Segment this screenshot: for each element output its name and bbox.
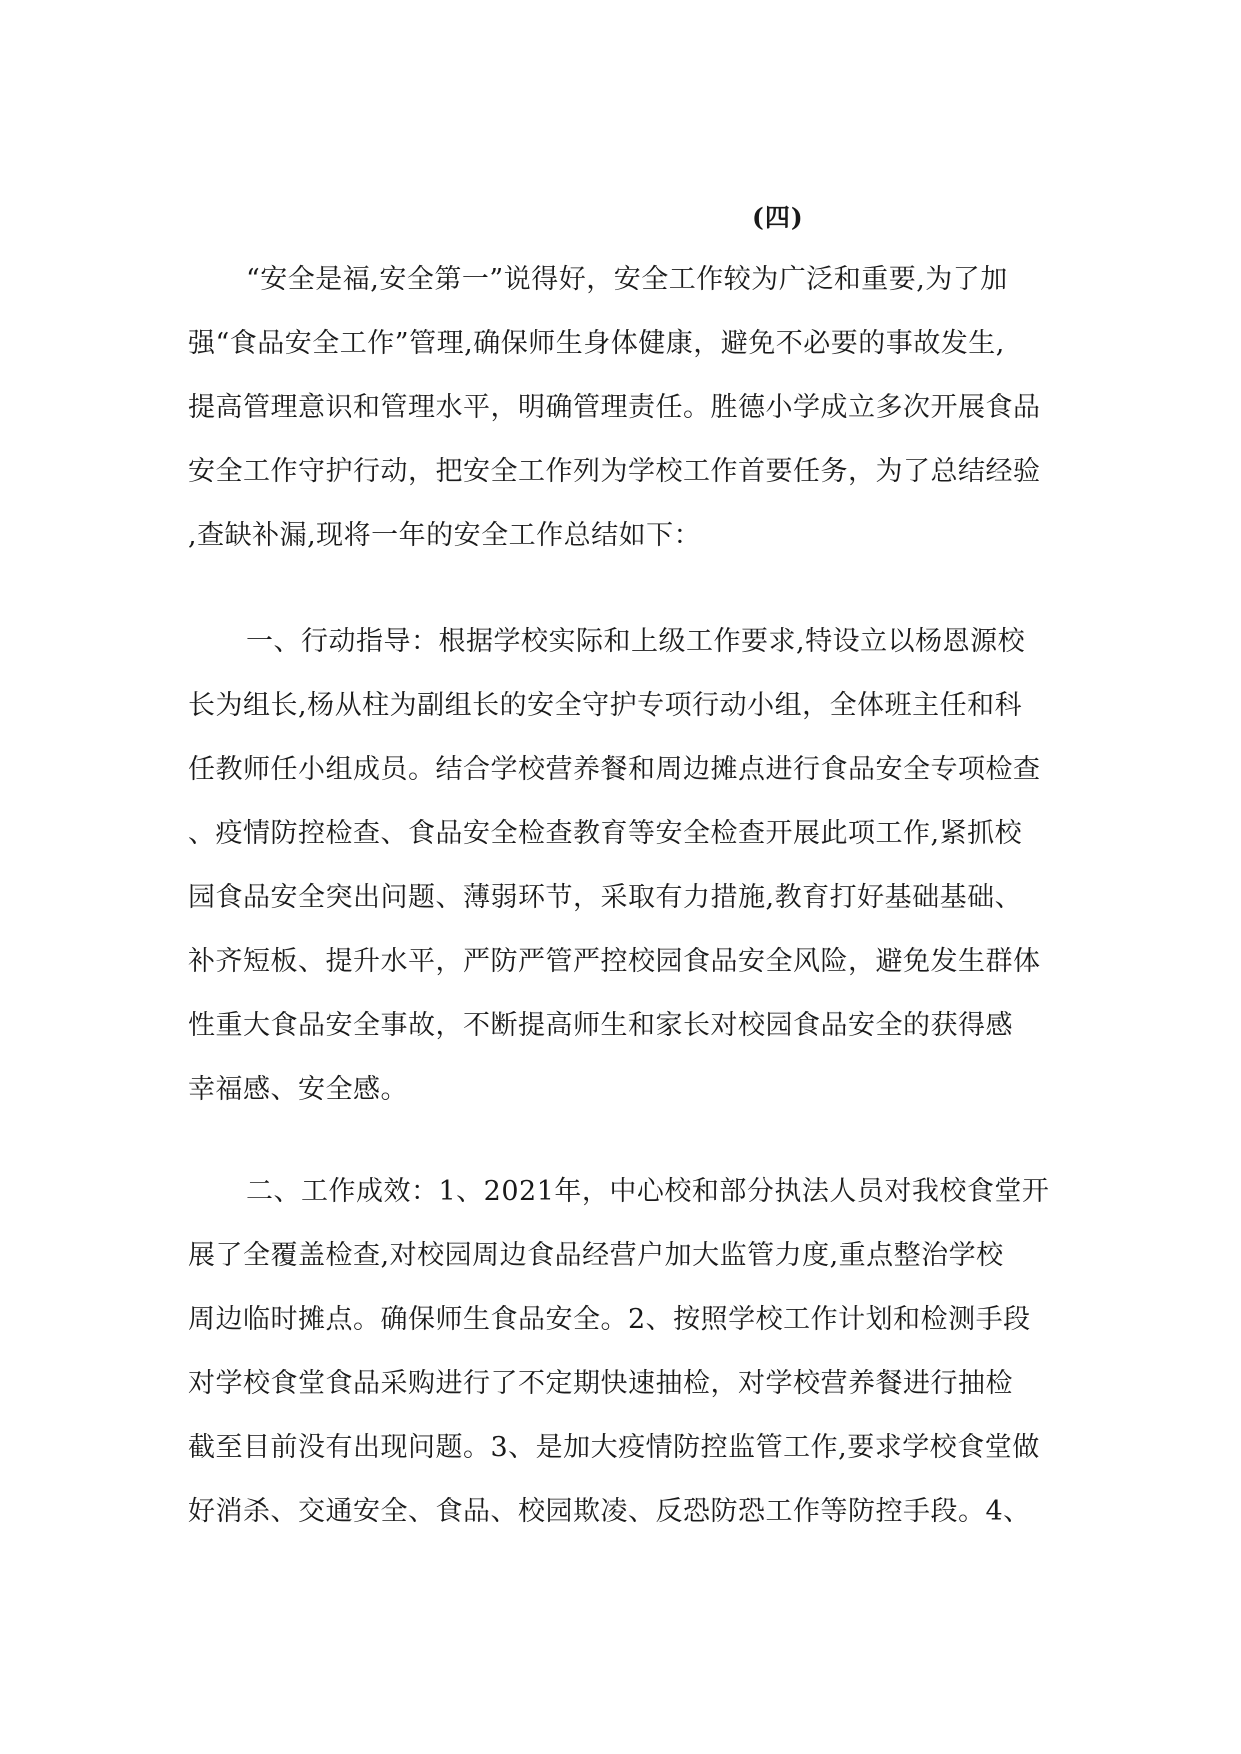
paragraph-line: “安全是福,安全第一”说得好，安全工作较为广泛和重要,为了加: [246, 264, 1008, 295]
paragraph-line: 园食品安全突出问题、薄弱环节，采取有力措施,教育打好基础基础、: [188, 882, 1023, 913]
paragraph-line: 长为组长,杨从柱为副组长的安全守护专项行动小组，全体班主任和科: [188, 690, 1023, 721]
paragraph-line: 一、行动指导：根据学校实际和上级工作要求,特设立以杨恩源校: [246, 626, 1026, 657]
paragraph-line: 展了全覆盖检查,对校园周边食品经营户加大监管力度,重点整治学校: [188, 1240, 1004, 1271]
paragraph-line: 提高管理意识和管理水平，明确管理责任。胜德小学成立多次开展食品: [188, 392, 1041, 423]
paragraph-line: 好消杀、交通安全、食品、校园欺凌、反恐防恐工作等防控手段。4、: [188, 1496, 1031, 1527]
section-heading: (四): [752, 203, 804, 232]
paragraph-line: 对学校食堂食品采购进行了不定期快速抽检，对学校营养餐进行抽检: [188, 1368, 1013, 1399]
paragraph-line: 安全工作守护行动，把安全工作列为学校工作首要任务，为了总结经验: [188, 456, 1041, 487]
paragraph-line: 强“食品安全工作”管理,确保师生身体健康，避免不必要的事故发生,: [188, 328, 1005, 359]
paragraph-line: ,查缺补漏,现将一年的安全工作总结如下：: [188, 520, 702, 551]
paragraph-line: 性重大食品安全事故，不断提高师生和家长对校园食品安全的获得感: [188, 1010, 1013, 1041]
paragraph-line: 二、工作成效：1、2021年，中心校和部分执法人员对我校食堂开: [246, 1176, 1050, 1207]
paragraph-intro: [188, 248, 1068, 568]
paragraph-line: 任教师任小组成员。结合学校营养餐和周边摊点进行食品安全专项检查: [188, 754, 1041, 785]
paragraph-line: 补齐短板、提升水平，严防严管严控校园食品安全风险，避免发生群体: [188, 946, 1041, 977]
paragraph-action-guidance: [188, 610, 1068, 1122]
paragraph-line: 周边临时摊点。确保师生食品安全。2、按照学校工作计划和检测手段: [188, 1304, 1031, 1335]
paragraph-line: 、疫情防控检查、食品安全检查教育等安全检查开展此项工作,紧抓校: [188, 818, 1023, 849]
paragraph-line: 幸福感、安全感。: [188, 1074, 408, 1105]
paragraph-line: 截至目前没有出现问题。3、是加大疫情防控监管工作,要求学校食堂做: [188, 1432, 1040, 1463]
paragraph-work-results: [188, 1160, 1068, 1544]
